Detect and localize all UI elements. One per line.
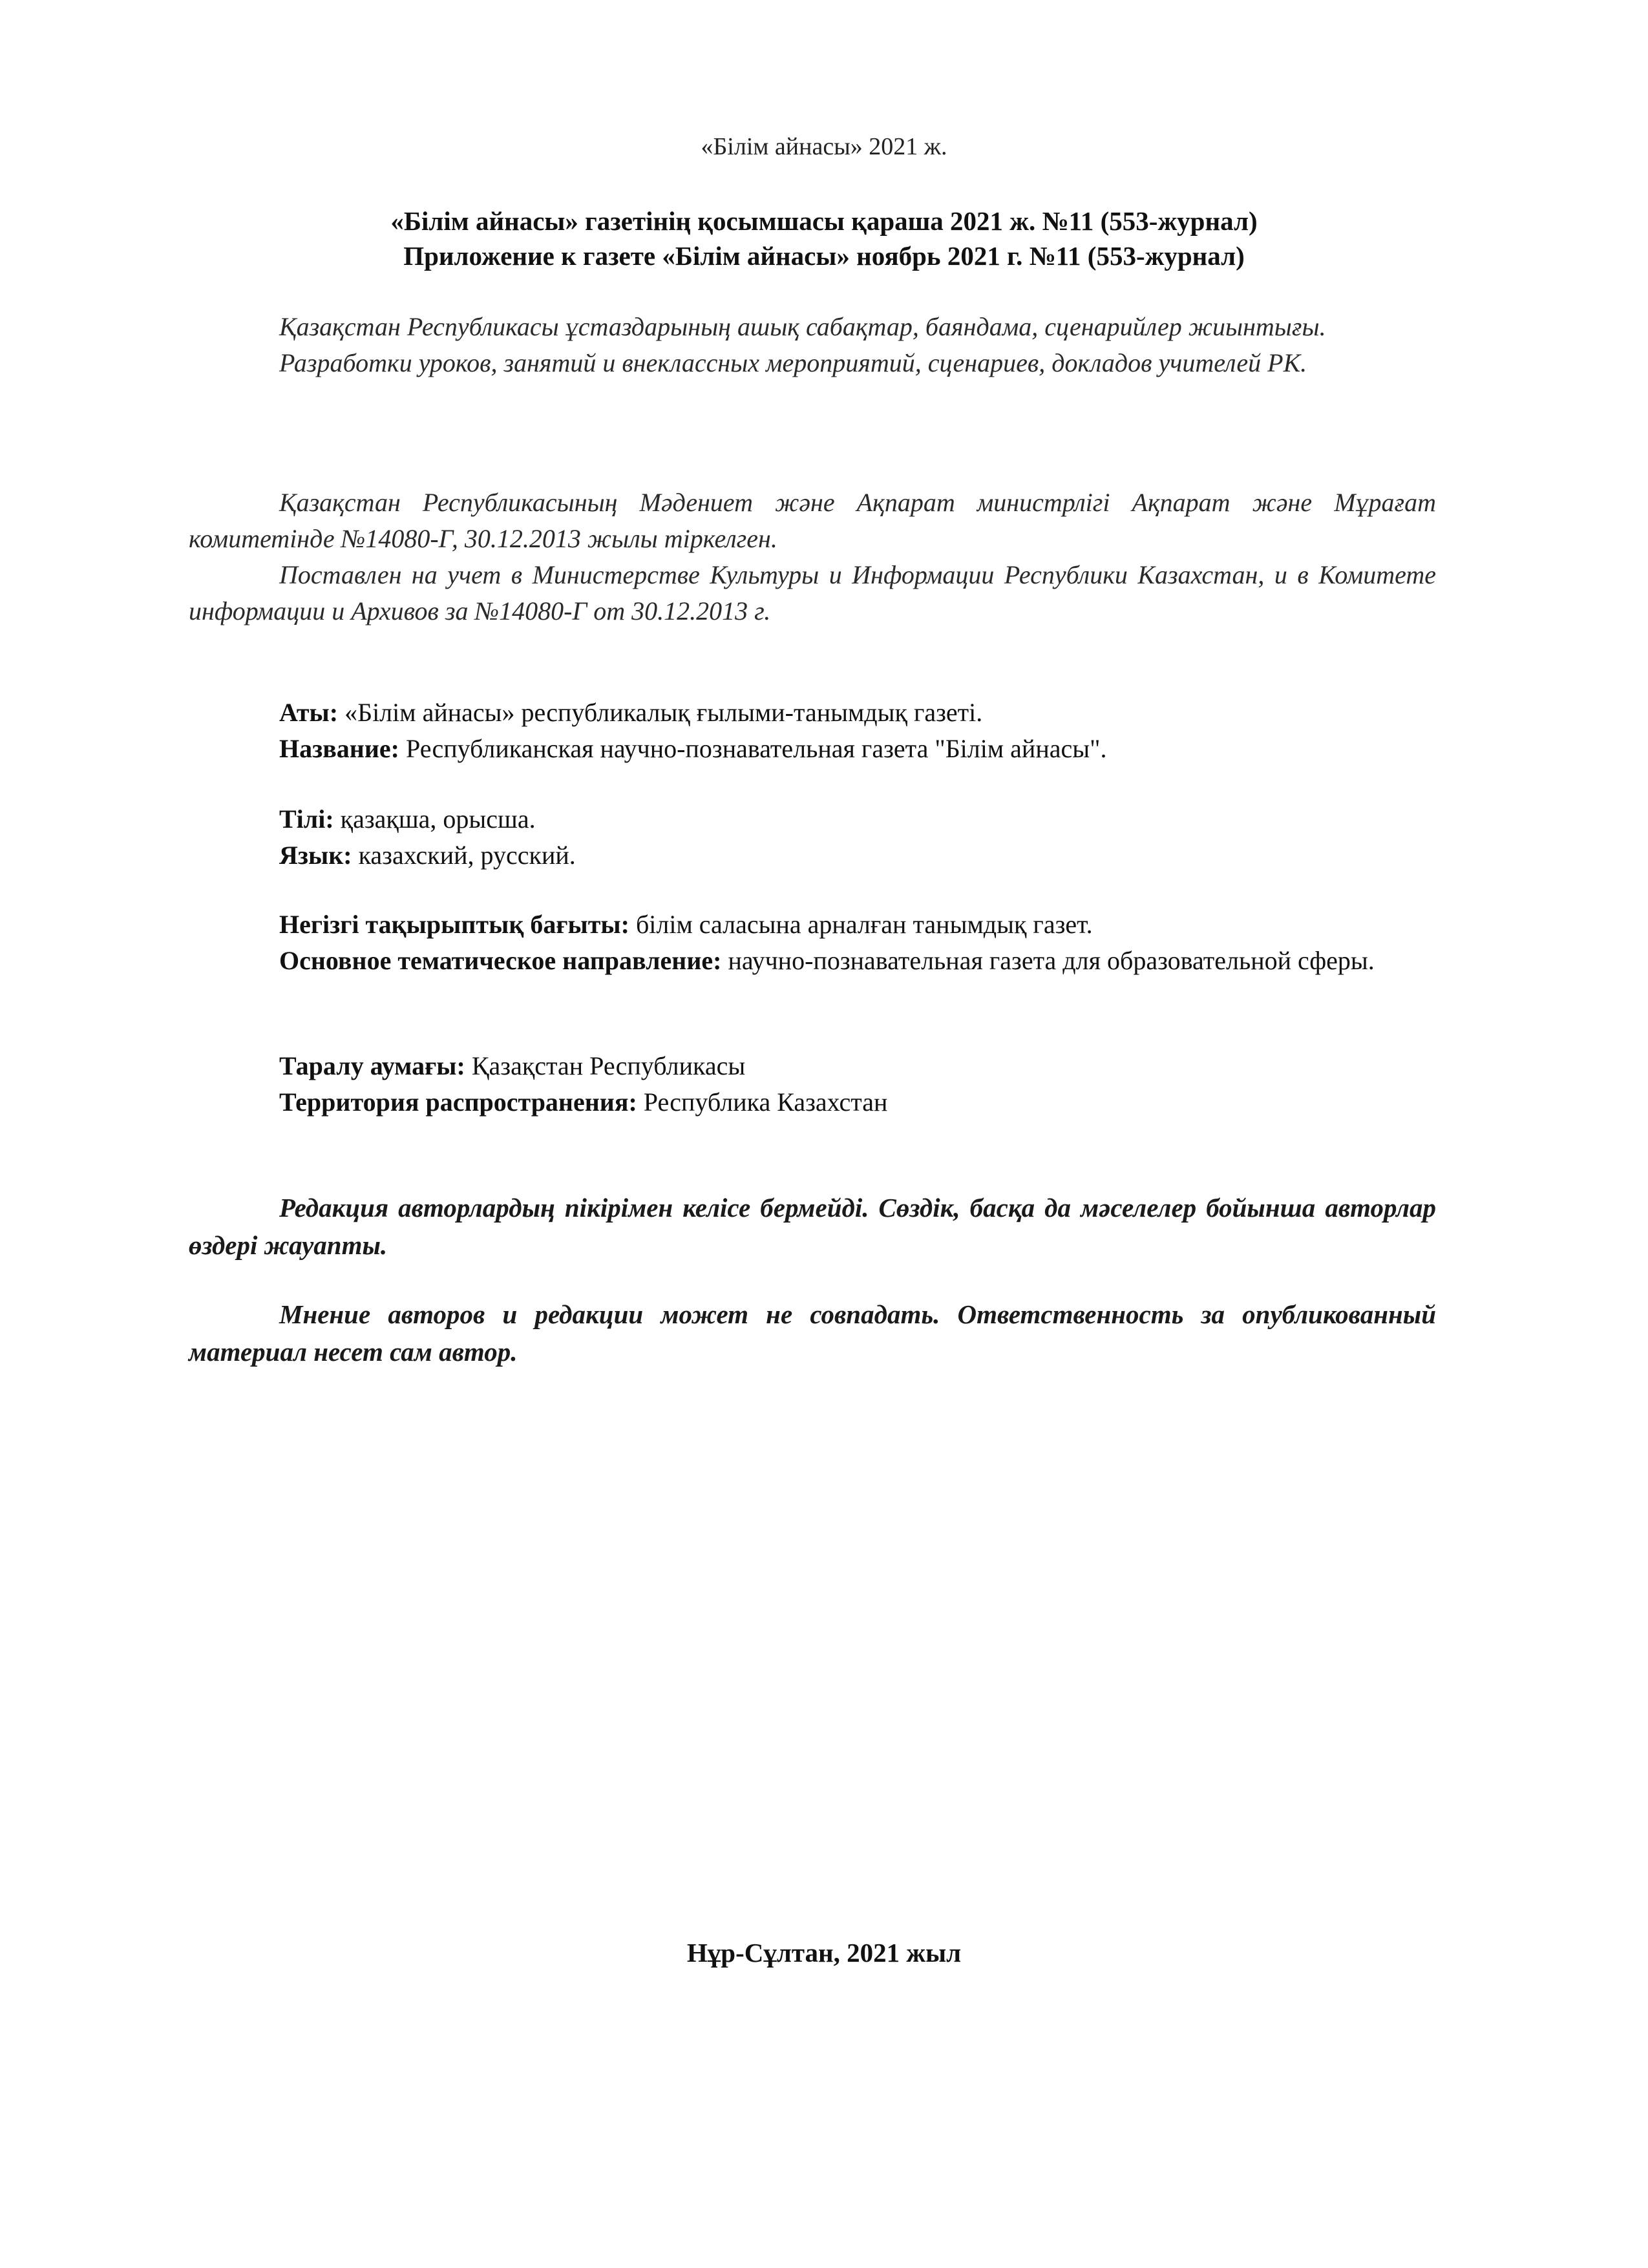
language-russian-value: казахский, русский. [352, 841, 576, 870]
name-russian-value: Республиканская научно-познавательная газета "Білім айнасы". [399, 734, 1107, 763]
topic-kazakh-line [189, 907, 1436, 943]
area-russian-label: Территория распространения: [279, 1087, 637, 1117]
notice-russian: Мнение авторов и редакции может не совпадать. Ответственность за опубликованный материал несет сам автор. [189, 1299, 1436, 1367]
area-russian-value: Республика Казахстан [637, 1087, 888, 1117]
description-block [189, 309, 1436, 381]
notice-kazakh: Редакция авторлардың пікірімен келісе бермейді. Сөздік, басқа да мәселелер бойынша авторлар өздері жауапты. [189, 1193, 1436, 1260]
title-russian: Приложение к газете «Білім айнасы» ноябрь 2021 г. №11 (553-журнал) [403, 241, 1245, 271]
language-kazakh-label: Тілі: [279, 804, 334, 834]
topic-kazakh-label: Негізгі тақырыптық бағыты: [279, 910, 629, 939]
topic-section [189, 907, 1436, 979]
area-kazakh-line [189, 1048, 1436, 1084]
language-kazakh-line [189, 801, 1436, 837]
language-kazakh-value: қазақша, орысша. [333, 804, 536, 834]
distribution-section [189, 1048, 1436, 1120]
registration-block [189, 485, 1436, 629]
topic-russian-value: научно-познавательная газета для образовательной сферы. [721, 946, 1375, 975]
language-section [189, 801, 1436, 874]
name-kazakh-line [189, 695, 1436, 731]
language-russian-label: Язык: [279, 841, 352, 870]
name-kazakh-value: «Білім айнасы» республикалық ғылыми-танымдық газеті. [338, 698, 983, 727]
name-kazakh-label: Аты: [279, 698, 339, 727]
name-russian-label: Название: [279, 734, 399, 763]
description-russian: Разработки уроков, занятий и внеклассных мероприятий, сценариев, докладов учителей РК. [279, 348, 1307, 377]
name-section [189, 695, 1436, 767]
topic-kazakh-value: білім саласына арналған танымдық газет. [629, 910, 1093, 939]
registration-kazakh: Қазақстан Республикасының Мәдениет және Ақпарат министрлігі Ақпарат және Мұрағат комитетінде №14080-Г, 30.12.2013 жылы тіркелген. [189, 488, 1436, 553]
description-kazakh: Қазақстан Республикасы ұстаздарының ашық сабақтар, баяндама, сценарийлер жиынтығы. [279, 312, 1326, 341]
topic-russian-label: Основное тематическое направление: [279, 946, 722, 975]
title-kazakh: «Білім айнасы» газетінің қосымшасы қараша 2021 ж. №11 (553-журнал) [390, 206, 1258, 236]
name-russian-line [189, 731, 1436, 767]
area-russian-line [189, 1084, 1436, 1120]
language-russian-line [189, 837, 1436, 874]
area-kazakh-value: Қазақстан Республикасы [465, 1051, 746, 1080]
topic-russian-line [189, 943, 1436, 979]
issue-header: «Білім айнасы» 2021 ж. [701, 133, 947, 160]
registration-russian: Поставлен на учет в Министерстве Культуры и Информации Республики Казахстан, и в Комитете информации и Архивов за №14080-Г от 30.12.2013 г. [189, 560, 1436, 625]
area-kazakh-label: Таралу аумағы: [279, 1051, 465, 1080]
footer-place-year: Нұр-Сұлтан, 2021 жыл [686, 1938, 962, 1968]
